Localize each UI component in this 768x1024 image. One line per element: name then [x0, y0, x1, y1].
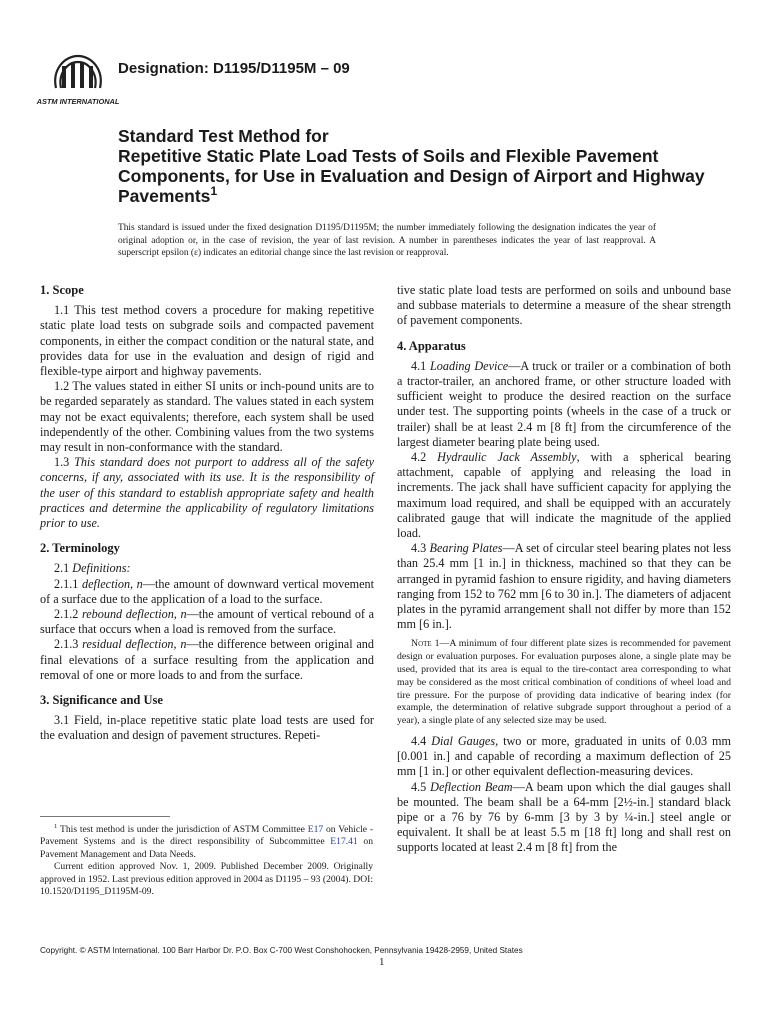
para-1-3 — [40, 455, 374, 531]
para-4-2-text: , with a spherical bearing attachment, capable of applying and releasing the load in increments. The jack shall have sufficient capacity for applying the maximum load required, and shall be equipped with an accurately calibrated gauge that will indicate the magnitude of the applied load. — [397, 450, 731, 541]
para-2-1-1-text: —the amount of downward vertical movement of a surface due to the application of a load to the surface. — [40, 576, 374, 606]
term-deflection: deflection, n — [81, 576, 143, 591]
para-2-1-1-number: 2.1.1 — [54, 576, 82, 591]
footnotes — [40, 824, 373, 898]
para-4-4 — [397, 734, 731, 780]
para-4-1-number: 4.1 — [411, 358, 430, 373]
term-residual-deflection: residual deflection, n — [82, 637, 187, 652]
term-rebound-deflection: rebound deflection, n — [81, 607, 187, 622]
para-4-3 — [397, 541, 731, 632]
para-4-3-text: —A set of circular steel bearing plates not less than 25.4 mm [1 in.] in thickness, machined so that they can be arranged in pyramid fashion to ensure rigidity, and having diameters ranging from 152 to 762 mm [6 to 30 in.]. The diameters of adjacent plates in the pyramid arrangement shall not differ by more than 152 mm [6 in.]. — [397, 541, 731, 632]
term-loading-device: Loading Device — [429, 358, 509, 373]
committee-e17-link[interactable]: E17 — [307, 824, 324, 835]
para-2-1-1 — [40, 577, 374, 607]
para-2-1-number: 2.1 — [54, 561, 73, 576]
para-2-1-text: Definitions: — [72, 561, 131, 576]
title-footnote-mark[interactable]: 1 — [210, 184, 218, 199]
para-1-3-text: This standard does not purport to address all of the safety concerns, if any, associated with its use. It is the responsibility of the user of this standard to establish appropriate safety and health practices and determine the applicability of regulatory limitations prior to use. — [40, 455, 374, 531]
note-1-text: —A minimum of four different plate sizes is recommended for pavement design or evaluation purposes. For evaluation purposes alone, a single plate may be used, provided that its area is equal to the tire-contact area corresponding to what may be considered as the most critical combination of conditions of wheel load and tire pressure. For the purpose of providing data indicative of bearing index (for example, the determination of relative subgrade support throughout a period of a year), a single plate of any selected size may be used. — [397, 638, 731, 727]
designation: Designation: D1195/D1195M – 09 — [118, 60, 350, 77]
footnote-divider — [40, 816, 170, 817]
para-2-1-2 — [40, 607, 374, 637]
subcommittee-e17-41-link[interactable]: E17.41 — [330, 836, 358, 848]
scope-heading: 1. Scope — [40, 283, 84, 297]
para-1-2: 1.2 The values stated in either SI units or inch-pound units are to be regarded separately as standard. The values stated in each system may not be exact equivalents; therefore, each system shall be used independently of the other. Combining values from the two systems may result in non-conformance with the standard. — [40, 379, 374, 455]
para-4-1-text: —A truck or trailer or a combination of both a tractor-trailer, an anchored frame, or other structure loaded with sufficient weight to produce the desired reaction on the surface under test. The supporting points (wheels in the case of a truck or trailer) shall be at least 2.4 m [8 ft] from the circumference of the largest diameter bearing plate being used. — [397, 358, 731, 449]
footnote-1-text-b: on Vehicle - Pavement Systems and is the direct responsibility of Subcommittee — [40, 824, 374, 848]
copyright: Copyright. © ASTM International. 100 Barr Harbor Dr. P.O. Box C-700 West Conshohocken, Pennsylvania 19428-2959, United States — [40, 946, 523, 955]
para-1-1: 1.1 This test method covers a procedure for making repetitive static plate load tests on subgrade soils and compacted pavement components, in either the compact condition or the natural state, and provides data for use in the evaluation and design of rigid and flexible-type airport and highway pavements. — [40, 303, 374, 379]
para-4-4-text: , two or more, graduated in units of 0.03 mm [0.001 in.] and capable of recording a maximum deflection of 25 mm [1 in.] or other equivalent deflection-measuring devices. — [397, 734, 731, 779]
term-bearing-plates: Bearing Plates — [429, 541, 503, 556]
para-4-5 — [397, 780, 731, 856]
para-3-1-continued: tive static plate load tests are performed on soils and unbound base and subbase materials to determine a measure of the shear strength of pavement components. — [397, 283, 731, 328]
term-deflection-beam: Deflection Beam — [430, 779, 513, 794]
para-2-1-2-text: —the amount of vertical rebound of a surface that occurs when a load is removed from the surface. — [40, 607, 374, 637]
title-prefix: Standard Test Method for — [118, 126, 329, 146]
astm-logo — [36, 48, 120, 110]
note-1-label: Note 1 — [411, 638, 440, 650]
para-4-1 — [397, 359, 731, 450]
para-3-1-start: 3.1 Field, in-place repetitive static plate load tests are used for the evaluation and design of pavement structures. Repeti- — [40, 713, 374, 743]
para-2-1-3-number: 2.1.3 — [54, 637, 83, 652]
apparatus-heading: 4. Apparatus — [397, 338, 466, 353]
significance-heading: 3. Significance and Use — [40, 693, 163, 708]
page-number: 1 — [379, 956, 385, 968]
title-block — [118, 126, 718, 206]
footnote-1 — [40, 824, 373, 861]
right-column — [397, 283, 731, 856]
terminology-heading: 2. Terminology — [40, 541, 120, 556]
footnote-2: Current edition approved Nov. 1, 2009. Published December 2009. Originally approved in 1952. Last previous edition approved in 2004 as D1195 – 93 (2004). DOI: 10.1520/D1195_D1195M-09. — [40, 861, 373, 898]
para-2-1-3-text: —the difference between original and final elevations of a surface resulting from the application and removal of one or more loads to and from the surface. — [40, 637, 374, 682]
logo-wordmark: ASTM INTERNATIONAL — [36, 97, 120, 106]
para-4-4-number: 4.4 — [411, 734, 432, 749]
para-4-3-number: 4.3 — [411, 541, 430, 556]
footnote-1-text-c: on Pavement Management and Data Needs. — [40, 836, 373, 860]
footnote-1-text-a: This test method is under the jurisdiction of ASTM Committee — [57, 824, 308, 835]
para-2-1-3 — [40, 637, 374, 683]
para-2-1-2-number: 2.1.2 — [54, 607, 82, 622]
left-column — [40, 283, 374, 744]
issued-note: This standard is issued under the fixed designation D1195/D1195M; the number immediately following the designation indicates the year of original adoption or, in the case of revision, the year of last revision. A number in parentheses indicates the year of last reapproval. A superscript epsilon (ε) indicates an editorial change since the last revision or reapproval. — [118, 223, 656, 258]
title-main — [118, 146, 718, 206]
para-4-5-number: 4.5 — [411, 779, 431, 794]
para-4-5-text: —A beam upon which the dial gauges shall be mounted. The beam shall be a 64-mm [2½-in.] standard black pipe or a 76 by 76 by 6-mm [3 by 3 by ¼-in.] steel angle or equivalent. It shall be at least 5.5 m [18 ft] long and shall rest on supports located at least 2.4 m [8 ft] from the — [397, 779, 732, 855]
para-4-2 — [397, 450, 731, 541]
term-dial-gauges: Dial Gauges — [431, 734, 496, 749]
footnote-1-mark: 1 — [54, 822, 58, 830]
title-text: Repetitive Static Plate Load Tests of Soils and Flexible Pavement Components, for Use in Evaluation and Design of Airport and Highway Pavements — [118, 146, 705, 206]
para-1-3-number: 1.3 — [54, 455, 75, 470]
term-hydraulic-jack: Hydraulic Jack Assembly — [437, 450, 577, 465]
para-4-2-number: 4.2 — [411, 450, 438, 465]
para-2-1 — [40, 561, 374, 576]
note-1 — [397, 638, 731, 728]
